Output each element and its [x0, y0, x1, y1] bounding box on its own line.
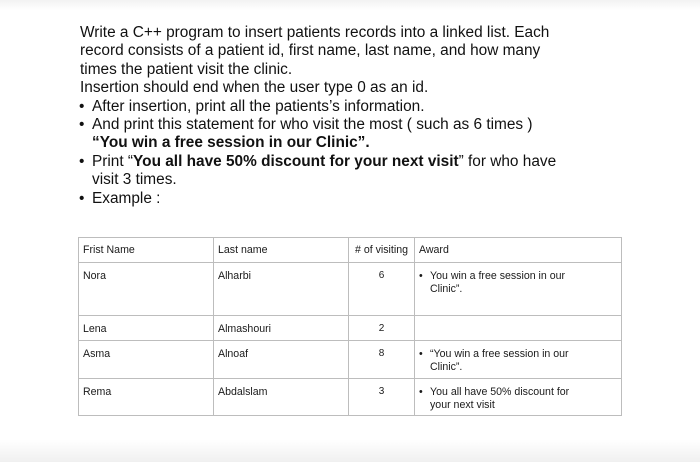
cell-first-name: Nora [79, 263, 214, 316]
header-visits: # of visiting [349, 238, 415, 263]
cell-first-name: Asma [79, 341, 214, 379]
cell-first-name: Lena [79, 316, 214, 341]
table-header-row [79, 238, 622, 263]
table-row [79, 341, 622, 379]
cell-first-name: Rema [79, 379, 214, 416]
cell-last-name: Alharbi [214, 263, 349, 316]
cell-last-name: Abdalslam [214, 379, 349, 416]
cell-visits: 3 [349, 379, 415, 416]
cell-visits: 6 [349, 263, 415, 316]
question-line-3: times the patient visit the clinic. [80, 60, 293, 78]
cell-visits: 2 [349, 316, 415, 341]
requirement-three-visits-pre: Print “ [92, 152, 134, 170]
requirement-three-visits-post: ” for who have [458, 152, 557, 170]
requirements-list [80, 98, 640, 208]
table-row [79, 263, 622, 316]
cell-award: • You all have 50% discount for your next visit [415, 379, 622, 416]
header-award: Award [415, 238, 622, 263]
cell-visits: 8 [349, 341, 415, 379]
table-row [79, 316, 622, 341]
question-text [80, 24, 640, 208]
example-table [78, 237, 622, 416]
example-heading-text: Example : [92, 189, 161, 207]
requirement-print-all [80, 98, 640, 116]
requirement-most-visits-message: “You win a free session in our Clinic”. [92, 134, 370, 152]
requirement-most-visits-text: • And print this statement for who visit the most ( such as 6 times ) [92, 116, 533, 134]
requirement-three-visits-line2: visit 3 times. [92, 171, 177, 189]
question-line-2: record consists of a patient id, first name, last name, and how many [80, 42, 541, 60]
requirement-three-visits-message: You all have 50% discount for your next visit [133, 152, 459, 170]
requirement-most-visits [80, 116, 640, 153]
cell-last-name: Almashouri [214, 316, 349, 341]
header-first-name: Frist Name [79, 238, 214, 263]
requirement-three-visits [80, 153, 640, 190]
requirement-print-all-text: After insertion, print all the patients’s information. [92, 97, 425, 115]
question-line-1: Write a C++ program to insert patients records into a linked list. Each [80, 24, 550, 41]
header-last-name: Last name [214, 238, 349, 263]
cell-award: • “You win a free session in our Clinic”. [415, 341, 622, 379]
cell-last-name: Alnoaf [214, 341, 349, 379]
cell-award: • You win a free session in our Clinic”. [415, 263, 622, 316]
table-row [79, 379, 622, 416]
example-heading [80, 190, 640, 208]
cell-award [415, 316, 622, 341]
question-line-4: Insertion should end when the user type 0 as an id. [80, 79, 429, 97]
